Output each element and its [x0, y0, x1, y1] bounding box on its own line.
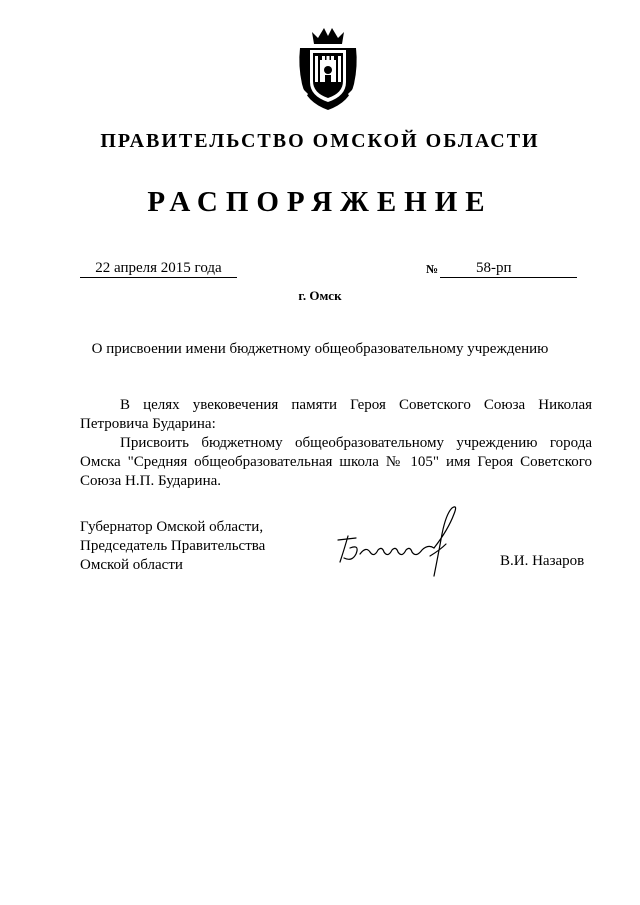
number-sign: № [426, 262, 439, 276]
document-body [80, 396, 592, 491]
body-paragraph-2: Присвоить бюджетному общеобразовательному учреждению города Омска "Средняя общеобразовательная школа № 105" имя Героя Советского Союза Н.П. Бударина. [80, 435, 592, 489]
document-date: 22 апреля 2015 года [80, 260, 237, 278]
signatory-title [80, 518, 320, 575]
signatory-title-line: Губернатор Омской области, [80, 519, 264, 535]
place: г. Омск [298, 288, 342, 303]
coat-of-arms-icon [296, 26, 360, 112]
signatory-title-line: Омской области [80, 557, 183, 573]
document-subject: О присвоении имени бюджетному общеобразовательному учреждению [91, 341, 549, 357]
signatory-title-line: Председатель Правительства [80, 538, 266, 554]
document-number: 58-рп [440, 260, 577, 278]
organization-heading: ПРАВИТЕЛЬСТВО ОМСКОЙ ОБЛАСТИ [100, 130, 540, 152]
document-type-heading: РАСПОРЯЖЕНИЕ [147, 186, 493, 218]
body-paragraph-1: В целях увековечения памяти Героя Советского Союза Николая Петровича Бударина: [80, 397, 592, 432]
handwritten-signature [330, 500, 470, 580]
signatory-name: В.И. Назаров [500, 553, 585, 569]
